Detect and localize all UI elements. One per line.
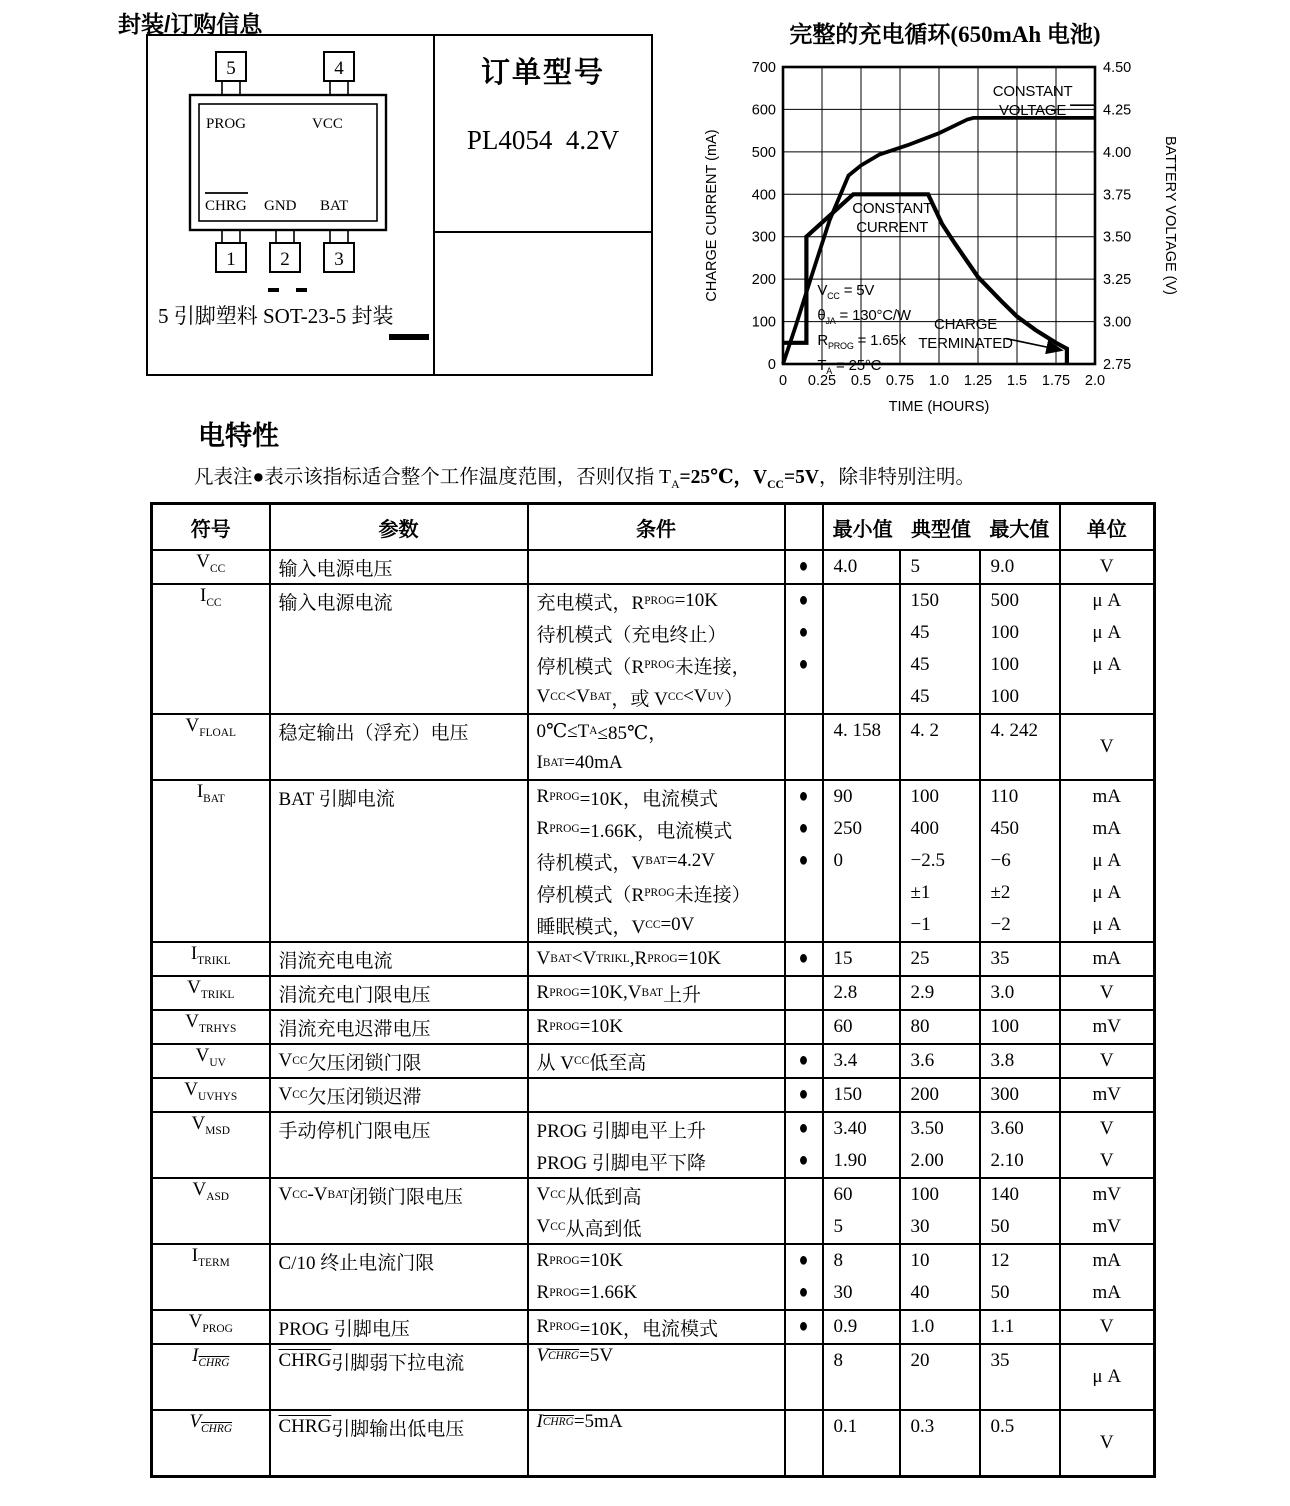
typ-cell: 3.50 2.00 [900, 1112, 980, 1178]
svg-text:0: 0 [778, 373, 788, 389]
temp-range-dot-cell: ● ● [785, 1244, 823, 1310]
max-cell: 100 [980, 1010, 1060, 1044]
pin3-number: 3 [334, 249, 344, 270]
typ-cell: 5 [900, 550, 980, 584]
symbol-cell: $V_{CC}$ [152, 550, 270, 584]
condition-cell: V BAT <V TRIKL ,R PROG =10K [528, 942, 785, 976]
svg-text:BATTERY VOLTAGE (V): BATTERY VOLTAGE (V) [1162, 136, 1178, 295]
pin5-number: 5 [226, 58, 236, 79]
svg-text:TIME (HOURS): TIME (HOURS) [888, 399, 990, 415]
temp-range-dot-cell: ● [785, 1044, 823, 1078]
svg-text:0: 0 [767, 357, 776, 373]
svg-text:1.5: 1.5 [1006, 373, 1028, 389]
unit-cell: V [1060, 976, 1155, 1010]
param-cell: CHRG 引脚输出低电压 [270, 1410, 528, 1477]
max-cell: 35 [980, 942, 1060, 976]
typ-cell: 20 [900, 1344, 980, 1410]
condition-cell: V CHRG =5V [528, 1344, 785, 1410]
min-cell: 15 [823, 942, 900, 976]
typ-cell: 3.6 [900, 1044, 980, 1078]
table-note: 凡表注●表示该指标适合整个工作温度范围，否则仅指 $T_A=25℃$，$V_{CC}=5V$，除非特别注明。 [194, 467, 975, 491]
symbol-cell: $V_{UV}$ [152, 1044, 270, 1078]
pin-label-prog: PROG [206, 116, 247, 132]
svg-text:3.50: 3.50 [1103, 229, 1132, 246]
chart-plot-area [700, 14, 1190, 433]
typ-cell: 4. 2 [900, 714, 980, 780]
param-cell: V CC 欠压闭锁迟滞 [270, 1078, 528, 1112]
table-row-1 [152, 584, 1155, 714]
typ-cell: 100 400 −2.5 ±1 −1 [900, 780, 980, 942]
sot23-5-package-diagram [172, 42, 402, 304]
min-cell: 60 5 [823, 1178, 900, 1244]
param-cell: PROG 引脚电压 [270, 1310, 528, 1344]
pin1-number: 1 [226, 249, 236, 270]
table-row-3 [152, 780, 1155, 942]
table-row-2 [152, 714, 1155, 780]
typ-cell: 100 30 [900, 1178, 980, 1244]
table-row-4 [152, 942, 1155, 976]
max-cell: 1.1 [980, 1310, 1060, 1344]
param-cell: 输入电源电压 [270, 550, 528, 584]
temp-range-dot-cell: ● [785, 550, 823, 584]
min-cell: 3.40 1.90 [823, 1112, 900, 1178]
temp-range-dot-cell: ● ● ● [785, 584, 823, 714]
temp-range-dot-cell [785, 1410, 823, 1477]
temp-range-dot-cell: ● [785, 1310, 823, 1344]
unit-cell: V [1060, 714, 1155, 780]
unit-cell: mV mV [1060, 1178, 1155, 1244]
condition-cell: R PROG =10K [528, 1010, 785, 1044]
temp-range-dot-cell: ● ● [785, 1112, 823, 1178]
svg-text:0.5: 0.5 [850, 373, 872, 389]
max-cell: 4. 242 [980, 714, 1060, 780]
table-row-5 [152, 976, 1155, 1010]
constant-current-label: CONSTANT CURRENT [852, 199, 933, 236]
condition-cell: R PROG =10K，电流模式 R PROG =1.66K，电流模式 待机模式，V BAT =4.2V 停机模式（R PROG 未连接） 睡眠模式，V CC =0V [528, 780, 785, 942]
min-cell: 60 [823, 1010, 900, 1044]
condition-cell: R PROG =10K，电流模式 [528, 1310, 785, 1344]
table-row-9 [152, 1112, 1155, 1178]
unit-cell: V [1060, 550, 1155, 584]
max-cell: 140 50 [980, 1178, 1060, 1244]
condition-cell: V CC 从低到高 V CC 从高到低 [528, 1178, 785, 1244]
svg-text:3.75: 3.75 [1103, 187, 1132, 204]
constant-voltage-label: CONSTANT VOLTAGE [992, 82, 1073, 119]
param-cell: C/10 终止电流门限 [270, 1244, 528, 1310]
table-row-6 [152, 1010, 1155, 1044]
max-cell: 35 [980, 1344, 1060, 1410]
column-header-min-typ-max: 最小值 典型值 最大值 [823, 504, 1060, 551]
min-cell: 4.0 [823, 550, 900, 584]
table-row-11 [152, 1244, 1155, 1310]
unit-cell: mA mA μ A μ A μ A [1060, 780, 1155, 942]
min-cell: 4. 158 [823, 714, 900, 780]
symbol-cell: $V_{MSD}$ [152, 1112, 270, 1178]
chart-title: 完整的充电循环(650mAh 电池) [789, 22, 1101, 47]
temp-range-dot-cell [785, 1344, 823, 1410]
unit-cell: μ A μ A μ A [1060, 584, 1155, 714]
param-cell: 涓流充电迟滞电压 [270, 1010, 528, 1044]
typ-cell: 150 45 45 45 [900, 584, 980, 714]
column-header-unit: 单位 [1060, 504, 1155, 551]
min-cell: 0.1 [823, 1410, 900, 1477]
param-cell: BAT 引脚电流 [270, 780, 528, 942]
svg-text:3.00: 3.00 [1103, 314, 1132, 331]
package-drawing-cell [148, 36, 435, 374]
symbol-cell: $I_{CHRG}$ [152, 1344, 270, 1410]
symbol-cell: $V_{UVHYS}$ [152, 1078, 270, 1112]
ordering-info-cell [435, 36, 651, 374]
max-cell: 9.0 [980, 550, 1060, 584]
unit-cell: V [1060, 1410, 1155, 1477]
condition-cell: I CHRG =5mA [528, 1410, 785, 1477]
condition-cell [528, 550, 785, 584]
condition-cell: 充电模式，R PROG =10K 待机模式（充电终止） 停机模式（R PROG 未连接， V CC <V BAT ，或 V CC <V UV ） [528, 584, 785, 714]
order-type-heading: 订单型号 [480, 57, 605, 89]
max-cell: 110 450 −6 ±2 −2 [980, 780, 1060, 942]
symbol-cell: $V_{ASD}$ [152, 1178, 270, 1244]
svg-text:2.0: 2.0 [1084, 373, 1106, 389]
svg-text:2.75: 2.75 [1103, 357, 1132, 373]
svg-text:300: 300 [751, 229, 776, 246]
table-row-12 [152, 1310, 1155, 1344]
svg-text:100: 100 [751, 314, 776, 331]
typ-cell: 2.9 [900, 976, 980, 1010]
symbol-cell: $I_{TRIKL}$ [152, 942, 270, 976]
unit-cell: μ A [1060, 1344, 1155, 1410]
symbol-cell: $V_{FLOAL}$ [152, 714, 270, 780]
temp-range-dot-cell [785, 714, 823, 780]
min-cell: 3.4 [823, 1044, 900, 1078]
condition-cell: R PROG =10K R PROG =1.66K [528, 1244, 785, 1310]
pin-label-vcc: VCC [312, 116, 343, 132]
package-section-heading: 封装/订购信息 [118, 11, 263, 37]
column-header-param: 参数 [270, 504, 528, 551]
svg-text:400: 400 [751, 187, 776, 204]
column-header-cond: 条件 [528, 504, 785, 551]
typ-cell: 10 40 [900, 1244, 980, 1310]
max-cell: 0.5 [980, 1410, 1060, 1477]
temp-range-dot-cell: ● ● ● [785, 780, 823, 942]
pin-label-bat: BAT [320, 198, 349, 214]
temp-range-dot-cell [785, 1010, 823, 1044]
max-cell: 3.8 [980, 1044, 1060, 1078]
param-cell: 手动停机门限电压 [270, 1112, 528, 1178]
table-row-0 [152, 550, 1155, 584]
unit-cell: mA [1060, 942, 1155, 976]
min-cell: 150 [823, 1078, 900, 1112]
svg-text:700: 700 [751, 60, 776, 76]
typ-cell: 1.0 [900, 1310, 980, 1344]
symbol-cell: $V_{TRIKL}$ [152, 976, 270, 1010]
table-row-10 [152, 1178, 1155, 1244]
svg-text:1.0: 1.0 [928, 373, 950, 389]
param-cell: 稳定输出（浮充）电压 [270, 714, 528, 780]
symbol-cell: $I_{CC}$ [152, 584, 270, 714]
charge-terminated-label: CHARGE TERMINATED [918, 315, 1013, 352]
svg-text:1.75: 1.75 [1041, 373, 1071, 389]
table-row-13 [152, 1344, 1155, 1410]
max-cell: 500 100 100 100 [980, 584, 1060, 714]
min-cell: 8 30 [823, 1244, 900, 1310]
symbol-cell: $I_{TERM}$ [152, 1244, 270, 1310]
pin-label-chrg: CHRG [205, 198, 247, 214]
svg-text:1.25: 1.25 [963, 373, 993, 389]
unit-cell: mA mA [1060, 1244, 1155, 1310]
svg-text:3.25: 3.25 [1103, 272, 1132, 289]
max-cell: 3.60 2.10 [980, 1112, 1060, 1178]
spec-table-header-row [152, 504, 1155, 551]
max-cell: 300 [980, 1078, 1060, 1112]
svg-text:0.75: 0.75 [885, 373, 915, 389]
svg-text:600: 600 [751, 102, 776, 119]
temp-range-dot-cell: ● [785, 1078, 823, 1112]
param-cell: CHRG 引脚弱下拉电流 [270, 1344, 528, 1410]
test-conditions: $V_{CC} = 5V$ $\theta_{JA} = 130^\circ C/W$ $R_{PROG} = 1.65k$ $T_A = 25^\circ C$ [817, 281, 911, 376]
typ-cell: 200 [900, 1078, 980, 1112]
max-cell: 12 50 [980, 1244, 1060, 1310]
svg-text:4.50: 4.50 [1103, 60, 1132, 76]
temp-range-dot-cell: ● [785, 942, 823, 976]
condition-cell: 从 V CC 低至高 [528, 1044, 785, 1078]
spec-table [150, 502, 1156, 1478]
svg-text:500: 500 [751, 144, 776, 161]
symbol-cell: $V_{CHRG}$ [152, 1410, 270, 1477]
svg-text:0.25: 0.25 [807, 373, 837, 389]
temp-range-dot-cell [785, 1178, 823, 1244]
electrical-characteristics-heading: 电特性 [198, 421, 279, 451]
svg-text:200: 200 [751, 272, 776, 289]
svg-text:4.25: 4.25 [1103, 102, 1132, 119]
pin4-number: 4 [334, 58, 344, 79]
column-header-symbol: 符号 [152, 504, 270, 551]
column-header-dot [785, 504, 823, 551]
param-cell: 涓流充电电流 [270, 942, 528, 976]
unit-cell: mV [1060, 1010, 1155, 1044]
symbol-cell: $V_{TRHYS}$ [152, 1010, 270, 1044]
condition-cell: 0℃≤T A ≤85℃， I BAT =40mA [528, 714, 785, 780]
svg-text:CHARGE CURRENT (mA): CHARGE CURRENT (mA) [704, 129, 720, 302]
symbol-cell: $V_{PROG}$ [152, 1310, 270, 1344]
max-cell: 3.0 [980, 976, 1060, 1010]
typ-cell: 25 [900, 942, 980, 976]
package-caption: 5 引脚塑料 SOT-23-5 封装 [158, 304, 394, 328]
charge-cycle-chart [700, 14, 1190, 428]
temp-range-dot-cell [785, 976, 823, 1010]
param-cell: 输入电源电流 [270, 584, 528, 714]
condition-cell: R PROG =10K,V BAT 上升 [528, 976, 785, 1010]
page-artifact-line [389, 334, 429, 340]
param-cell: 涓流充电门限电压 [270, 976, 528, 1010]
min-cell: 0.9 [823, 1310, 900, 1344]
package-order-box [146, 34, 653, 376]
pin-label-gnd: GND [264, 198, 297, 214]
param-cell: V CC 欠压闭锁门限 [270, 1044, 528, 1078]
unit-cell: mV [1060, 1078, 1155, 1112]
condition-cell: PROG 引脚电平上升 PROG 引脚电平下降 [528, 1112, 785, 1178]
symbol-cell: $I_{BAT}$ [152, 780, 270, 942]
typ-cell: 0.3 [900, 1410, 980, 1477]
min-cell: 90 250 0 [823, 780, 900, 942]
svg-text:4.00: 4.00 [1103, 144, 1132, 161]
table-row-7 [152, 1044, 1155, 1078]
param-cell: V CC -V BAT 闭锁门限电压 [270, 1178, 528, 1244]
pin2-number: 2 [280, 249, 290, 270]
min-cell: 8 [823, 1344, 900, 1410]
unit-cell: V [1060, 1044, 1155, 1078]
unit-cell: V V [1060, 1112, 1155, 1178]
unit-cell: V [1060, 1310, 1155, 1344]
condition-cell [528, 1078, 785, 1112]
min-cell: 2.8 [823, 976, 900, 1010]
table-row-8 [152, 1078, 1155, 1112]
min-cell [823, 584, 900, 714]
order-model-number: PL4054 4.2V [466, 125, 620, 155]
typ-cell: 80 [900, 1010, 980, 1044]
table-row-14 [152, 1410, 1155, 1477]
